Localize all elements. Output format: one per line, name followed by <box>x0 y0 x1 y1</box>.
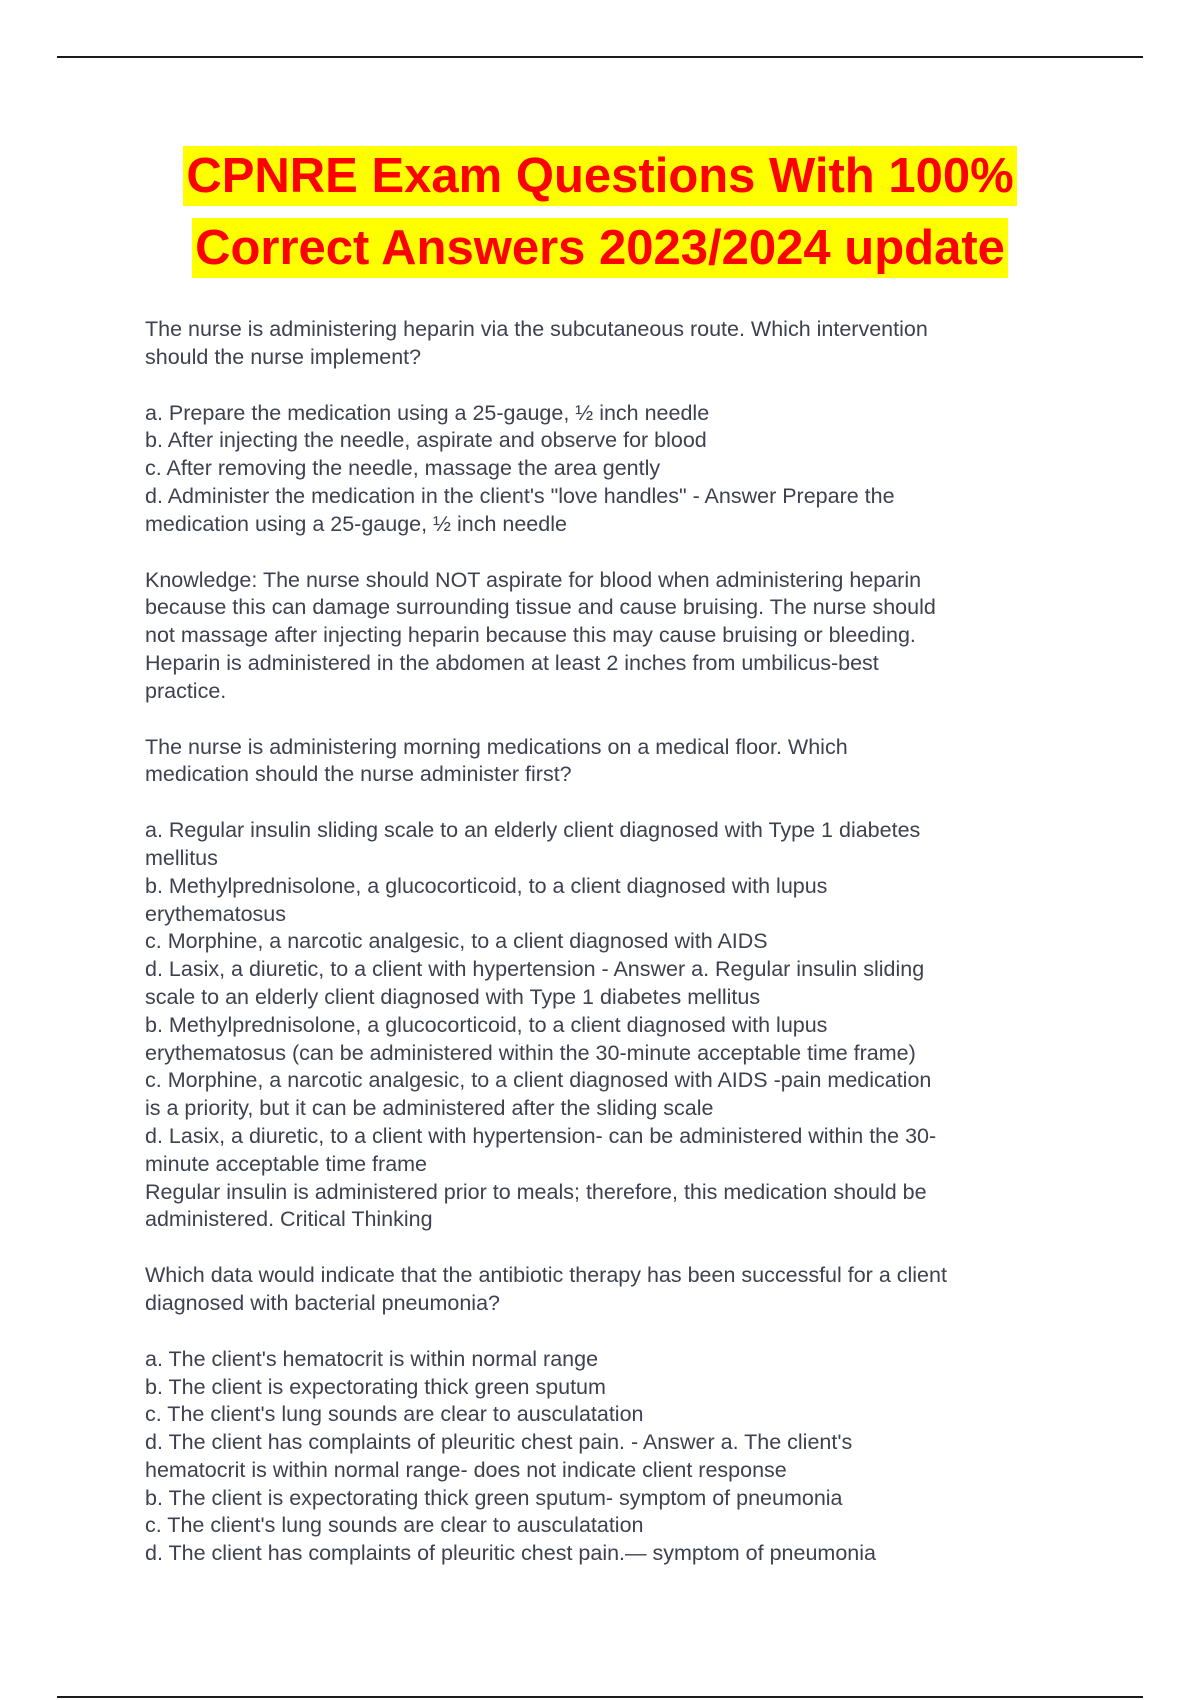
document-title <box>145 146 1055 290</box>
text-line: b. Methylprednisolone, a glucocorticoid, to a client diagnosed with lupus <box>145 1012 828 1037</box>
text-line: Regular insulin is administered prior to meals; therefore, this medication should be <box>145 1179 927 1204</box>
text-line: c. After removing the needle, massage the area gently <box>145 456 661 481</box>
text-line: administered. Critical Thinking <box>145 1207 433 1232</box>
text-line: a. Regular insulin sliding scale to an elderly client diagnosed with Type 1 diabetes <box>145 818 921 843</box>
text-line: should the nurse implement? <box>145 344 422 369</box>
text-line: b. After injecting the needle, aspirate and observe for blood <box>145 428 707 453</box>
text-line: minute acceptable time frame <box>145 1151 428 1176</box>
text-line: erythematosus <box>145 901 287 926</box>
text-line: The nurse is administering heparin via the subcutaneous route. Which intervention <box>145 317 928 341</box>
title-line-1: CPNRE Exam Questions With 100% <box>183 146 1016 206</box>
paragraph <box>145 1262 1055 1318</box>
text-line: d. Lasix, a diuretic, to a client with hypertension- can be administered within the 30- <box>145 1123 937 1148</box>
text-line: Heparin is administered in the abdomen at least 2 inches from umbilicus-best <box>145 650 879 675</box>
text-line: scale to an elderly client diagnosed with Type 1 diabetes mellitus <box>145 984 761 1009</box>
title-line-2: Correct Answers 2023/2024 update <box>192 218 1008 278</box>
text-line: a. Prepare the medication using a 25-gauge, ½ inch needle <box>145 400 710 425</box>
text-line: d. Lasix, a diuretic, to a client with hypertension - Answer a. Regular insulin sliding <box>145 957 925 982</box>
text-line: because this can damage surrounding tissue and cause bruising. The nurse should <box>145 595 936 620</box>
text-line: b. Methylprednisolone, a glucocorticoid, to a client diagnosed with lupus <box>145 873 828 898</box>
text-line: b. The client is expectorating thick green sputum <box>145 1374 606 1399</box>
text-line: d. The client has complaints of pleuritic chest pain. - Answer a. The client's <box>145 1430 853 1455</box>
text-line: medication using a 25-gauge, ½ inch needle <box>145 511 567 536</box>
text-line: a. The client's hematocrit is within normal range <box>145 1346 599 1371</box>
text-line: mellitus <box>145 845 218 870</box>
text-line: Knowledge: The nurse should NOT aspirate for blood when administering heparin <box>145 567 922 592</box>
paragraph <box>145 316 1055 372</box>
text-line: The nurse is administering morning medications on a medical floor. Which <box>145 734 848 759</box>
text-line: practice. <box>145 678 227 703</box>
text-line: b. The client is expectorating thick green sputum- symptom of pneumonia <box>145 1485 843 1510</box>
text-line: d. The client has complaints of pleuritic chest pain.— symptom of pneumonia <box>145 1541 876 1566</box>
text-line: c. The client's lung sounds are clear to ausculatation <box>145 1402 644 1427</box>
text-line: Which data would indicate that the antibiotic therapy has been successful for a client <box>145 1263 947 1288</box>
paragraph <box>145 400 1055 539</box>
header-rule <box>57 56 1143 58</box>
text-line: c. Morphine, a narcotic analgesic, to a client diagnosed with AIDS <box>145 929 768 954</box>
text-line: erythematosus (can be administered within the 30-minute acceptable time frame) <box>145 1040 916 1065</box>
text-line: diagnosed with bacterial pneumonia? <box>145 1290 500 1315</box>
paragraph <box>145 1346 1055 1568</box>
text-line: c. Morphine, a narcotic analgesic, to a client diagnosed with AIDS -pain medication <box>145 1068 932 1093</box>
text-line: not massage after injecting heparin because this may cause bruising or bleeding. <box>145 623 916 648</box>
text-line: hematocrit is within normal range- does not indicate client response <box>145 1457 787 1482</box>
footer-rule <box>57 1696 1143 1698</box>
text-line: c. The client's lung sounds are clear to ausculatation <box>145 1513 644 1538</box>
document-body <box>145 316 1055 1568</box>
paragraph <box>145 817 1055 1234</box>
text-line: is a priority, but it can be administered after the sliding scale <box>145 1096 714 1121</box>
paragraph <box>145 567 1055 706</box>
text-line: d. Administer the medication in the client's "love handles" - Answer Prepare the <box>145 483 895 508</box>
document-page <box>145 146 1055 1596</box>
paragraph <box>145 734 1055 790</box>
text-line: medication should the nurse administer first? <box>145 762 572 787</box>
